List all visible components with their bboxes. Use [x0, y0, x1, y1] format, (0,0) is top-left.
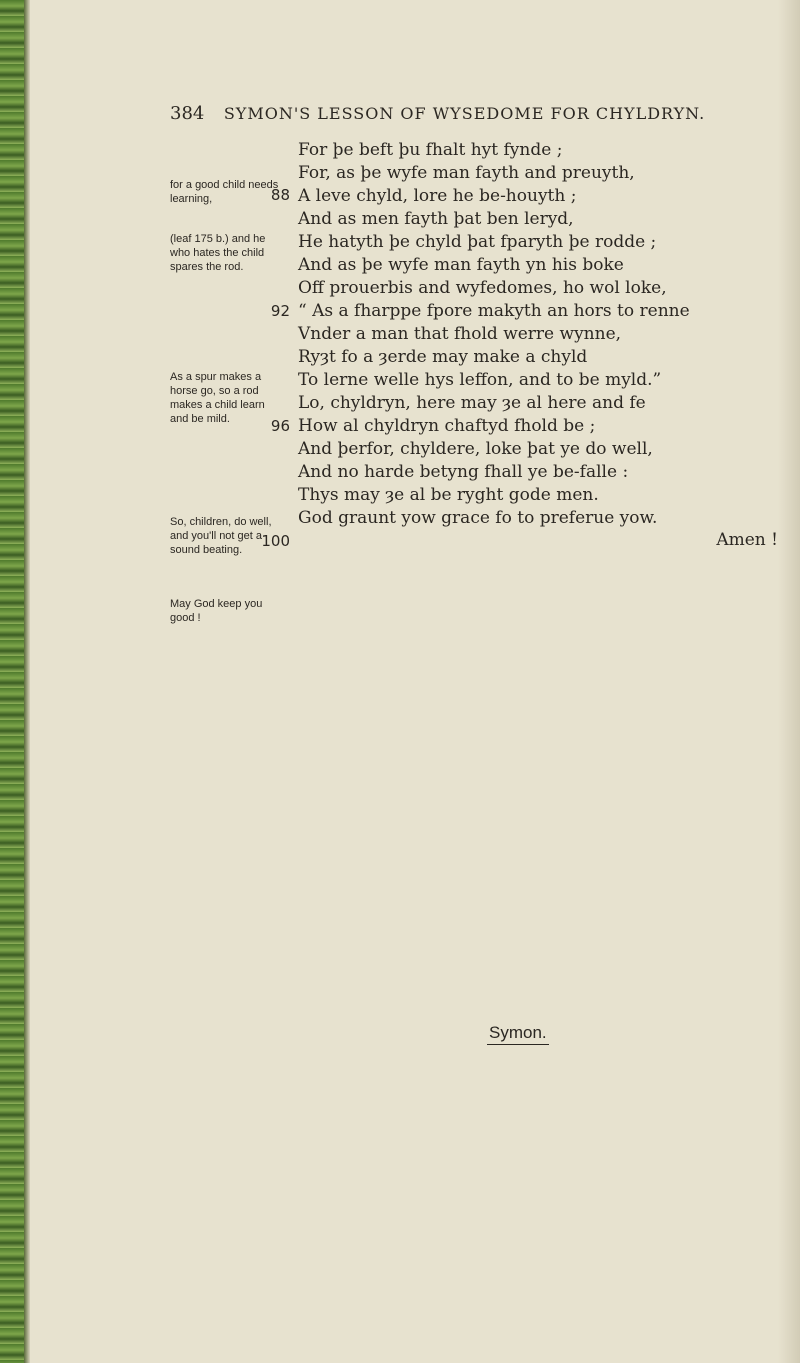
verse-line: Ryȝt fo a ȝerde may make a chyld — [298, 347, 588, 367]
verse-line: To lerne welle hys leffon, and to be myld.” — [298, 370, 662, 390]
book-binding — [0, 0, 24, 1363]
verse-line: And no harde betyng fhall ye be-falle : — [298, 462, 629, 482]
verse-line: And þerfor, chyldere, loke þat ye do well, — [298, 439, 653, 459]
side-note: May God keep you good ! — [170, 598, 263, 624]
verse-line: And as men fayth þat ben leryd, — [298, 209, 574, 229]
line-number: 88 — [270, 186, 290, 204]
side-note: (leaf 175 b.) and he who hates the child spares the rod. — [170, 233, 266, 273]
verse-line: How al chyldryn chaftyd fhold be ; — [298, 416, 596, 436]
verse-line: For þe beft þu fhalt hyt fynde ; — [298, 140, 563, 160]
verse-line: Lo, chyldryn, here may ȝe al here and fe — [298, 393, 646, 413]
verse-line: “ As a fharppe fpore makyth an hors to renne — [298, 301, 690, 321]
page-number: 384 — [170, 103, 205, 124]
verse-line: He hatyth þe chyld þat fparyth þe rodde ; — [298, 232, 657, 252]
verse-line: A leve chyld, lore he be-houyth ; — [298, 186, 577, 206]
line-number: 92 — [270, 302, 290, 320]
verse-line: Thys may ȝe al be ryght gode men. — [298, 485, 599, 505]
signature: Symon. — [487, 1023, 549, 1045]
page-title: SYMON'S LESSON OF WYSEDOME FOR CHYLDRYN. — [223, 104, 706, 123]
verse-line: And as þe wyfe man fayth yn his boke — [298, 255, 624, 275]
binding-shadow — [24, 0, 30, 1363]
running-header — [170, 103, 730, 124]
side-note: So, children, do well, and you'll not get a sound beating. — [170, 516, 272, 556]
verse-line: For, as þe wyfe man fayth and preuyth, — [298, 163, 635, 183]
side-note: for a good child needs learning, — [170, 179, 279, 205]
line-number: 96 — [270, 417, 290, 435]
side-note: As a spur makes a horse go, so a rod makes a child learn and be mild. — [170, 371, 265, 425]
verse-line: Off prouerbis and wyfedomes, ho wol loke, — [298, 278, 667, 298]
verse-line: Vnder a man that fhold werre wynne, — [298, 324, 622, 344]
line-number: 100 — [261, 532, 290, 550]
closing-amen: Amen ! — [716, 530, 778, 550]
verse-line: God graunt yow grace fo to preferue yow. — [298, 508, 658, 528]
